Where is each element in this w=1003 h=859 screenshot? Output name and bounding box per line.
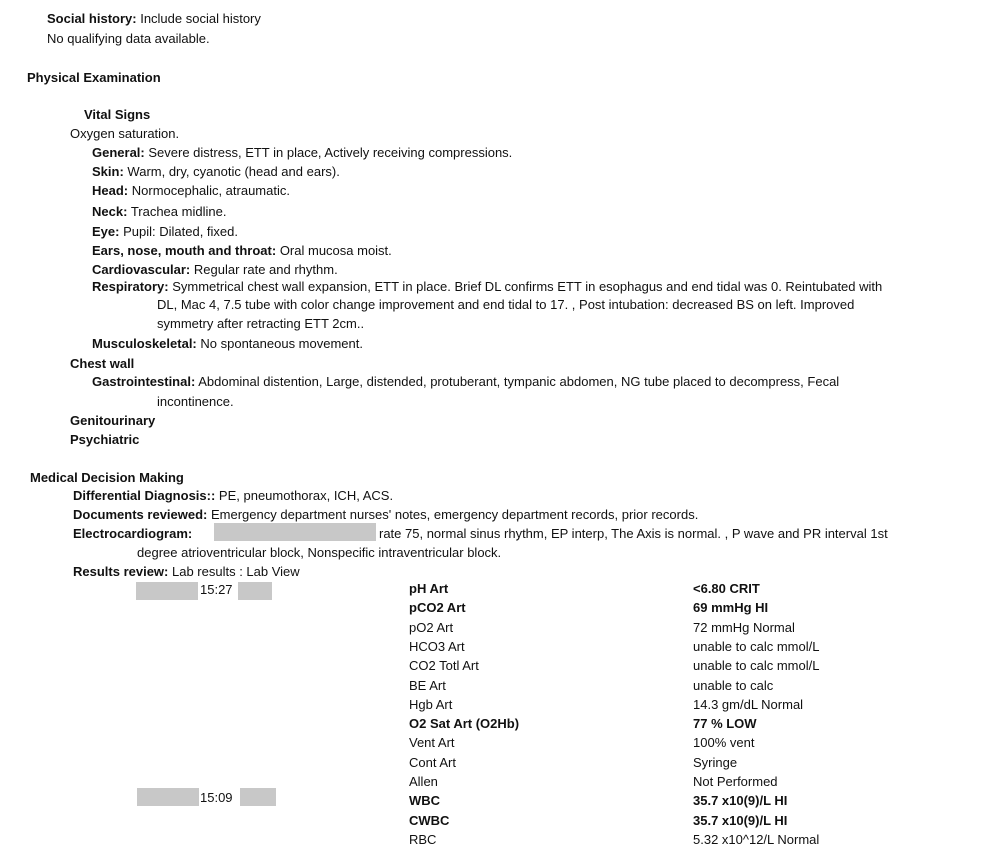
redacted-box [240,788,276,806]
mdm-ecg-line1: rate 75, normal sinus rhythm, EP interp, The Axis is normal. , P wave and PR interval 1st [379,526,888,541]
exam-gi-line1: Abdominal distention, Large, distended, protuberant, tympanic abdomen, NG tube placed to decompress, Fecal [198,374,840,389]
lab-name: RBC [409,832,437,847]
lab-value: Syringe [693,755,738,770]
lab-name: WBC [409,793,441,808]
mdm-ecg-label: Electrocardiogram: [73,526,193,541]
vital-signs-value: Oxygen saturation. [70,126,180,141]
social-history-label: Social history: [47,11,137,26]
exam-respiratory-label: Respiratory: [92,279,169,294]
lab-value: 14.3 gm/dL Normal [693,697,804,712]
exam-musculo-label: Musculoskeletal: [92,336,197,351]
exam-eye-label: Eye: [92,224,120,239]
exam-head-value: Normocephalic, atraumatic. [131,183,290,198]
social-history-value: Include social history [140,11,261,26]
lab-value: 35.7 x10(9)/L HI [693,813,788,828]
mdm-documents-value: Emergency department nurses' notes, emergency department records, prior records. [211,507,699,522]
exam-head-label: Head: [92,183,129,198]
lab-value: unable to calc [693,678,774,693]
exam-gi [92,374,839,389]
exam-general-value: Severe distress, ETT in place, Actively receiving compressions. [148,145,513,160]
mdm-differential [73,488,393,503]
lab-value: Not Performed [693,774,778,789]
lab-time-1: 15:27 [200,582,233,597]
lab-name: CO2 Totl Art [409,658,479,673]
lab-value: 5.32 x10^12/L Normal [693,832,820,847]
exam-skin-label: Skin: [92,164,124,179]
lab-value: 72 mmHg Normal [693,620,795,635]
lab-name: Allen [409,774,438,789]
mdm-results [73,564,300,579]
exam-cardio-value: Regular rate and rhythm. [193,262,338,277]
lab-name: HCO3 Art [409,639,465,654]
exam-gi-line2: incontinence. [157,394,234,409]
lab-value: 35.7 x10(9)/L HI [693,793,788,808]
exam-neck [92,204,226,219]
lab-value: 100% vent [693,735,755,750]
mdm-results-value: Lab results : Lab View [172,564,300,579]
physical-exam-heading: Physical Examination [27,70,161,85]
genitourinary-heading: Genitourinary [70,413,156,428]
exam-neck-label: Neck: [92,204,128,219]
exam-gi-label: Gastrointestinal: [92,374,196,389]
lab-value: unable to calc mmol/L [693,639,820,654]
exam-skin [92,164,340,179]
redacted-box [238,582,272,600]
exam-eye [92,224,238,239]
exam-general-label: General: [92,145,145,160]
redacted-box [136,582,198,600]
lab-name: O2 Sat Art (O2Hb) [409,716,520,731]
exam-eye-value: Pupil: Dilated, fixed. [123,224,238,239]
chest-wall-heading: Chest wall [70,356,135,371]
redacted-box [214,523,376,541]
exam-head [92,183,290,198]
exam-skin-value: Warm, dry, cyanotic (head and ears). [127,164,340,179]
exam-respiratory-line1: Symmetrical chest wall expansion, ETT in place. Brief DL confirms ETT in esophagus and end tidal was 0. Reintubated with [172,279,883,294]
exam-cardio [92,262,338,277]
lab-name: Vent Art [409,735,455,750]
exam-respiratory [92,279,882,294]
lab-name: pO2 Art [409,620,454,635]
lab-name: Cont Art [409,755,456,770]
lab-value: 69 mmHg HI [693,600,769,615]
exam-general [92,145,512,160]
redacted-box [137,788,199,806]
lab-value: 77 % LOW [693,716,757,731]
exam-musculo-value: No spontaneous movement. [200,336,363,351]
mdm-differential-value: PE, pneumothorax, ICH, ACS. [218,488,394,503]
exam-respiratory-line2: DL, Mac 4, 7.5 tube with color change improvement and end tidal to 17. , Post intubation: decreased BS on left. Improved [157,297,855,312]
mdm-results-label: Results review: [73,564,169,579]
vital-signs-heading: Vital Signs [84,107,151,122]
exam-ent-label: Ears, nose, mouth and throat: [92,243,277,258]
lab-name: Hgb Art [409,697,453,712]
exam-ent [92,243,392,258]
lab-name: pH Art [409,581,449,596]
lab-value: <6.80 CRIT [693,581,760,596]
lab-name: BE Art [409,678,446,693]
social-history-note: No qualifying data available. [47,31,210,46]
mdm-heading: Medical Decision Making [30,470,184,485]
lab-name: pCO2 Art [409,600,466,615]
exam-neck-value: Trachea midline. [130,204,227,219]
lab-value: unable to calc mmol/L [693,658,820,673]
mdm-ecg-line2: degree atrioventricular block, Nonspecific intraventricular block. [137,545,502,560]
exam-musculo [92,336,363,351]
exam-cardio-label: Cardiovascular: [92,262,191,277]
social-history-line [47,11,261,26]
exam-respiratory-line3: symmetry after retracting ETT 2cm.. [157,316,365,331]
psychiatric-heading: Psychiatric [70,432,140,447]
mdm-documents-label: Documents reviewed: [73,507,208,522]
exam-ent-value: Oral mucosa moist. [279,243,392,258]
mdm-differential-label: Differential Diagnosis:: [73,488,216,503]
lab-name: CWBC [409,813,450,828]
mdm-documents [73,507,698,522]
lab-time-2: 15:09 [200,790,233,805]
